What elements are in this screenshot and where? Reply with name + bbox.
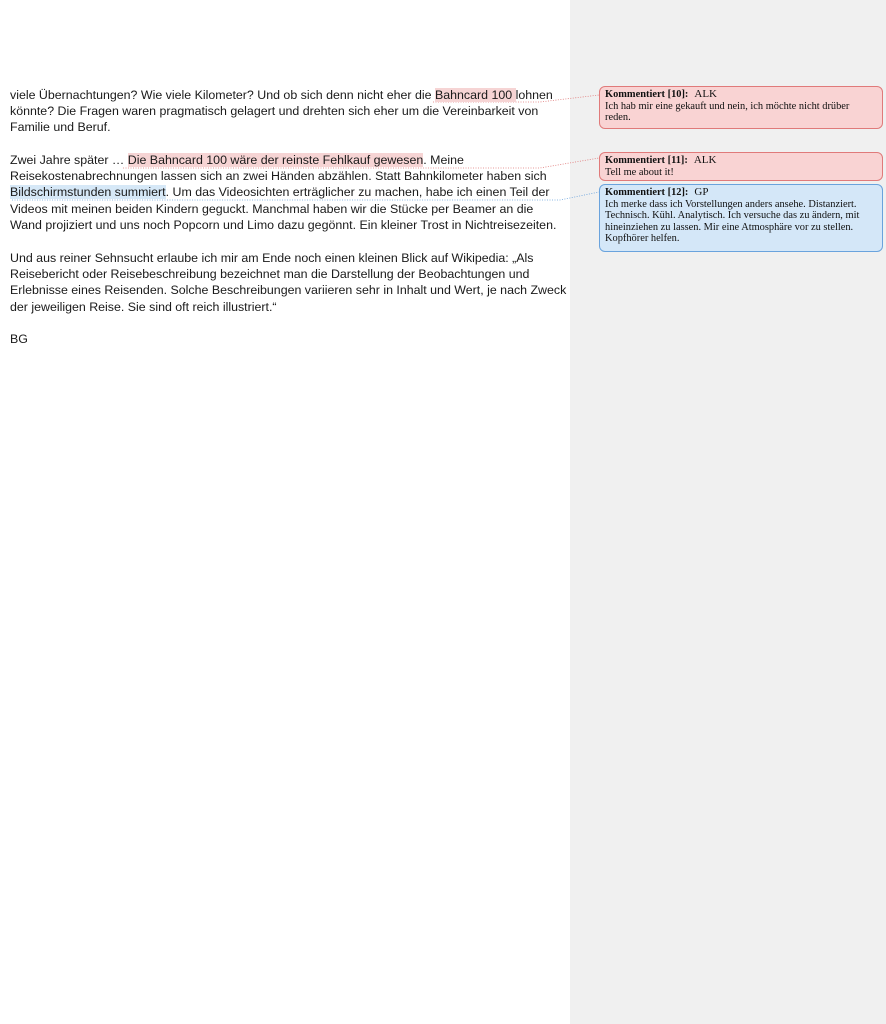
- paragraph-2-line-5: Wand projiziert und uns noch Popcorn und Limo dazu gegönnt. Ein kleiner Trost in Nichtreisezeiten.: [10, 217, 557, 232]
- paragraph-3-line-4: der jeweiligen Reise. Sie sind oft reich illustriert.“: [10, 299, 277, 314]
- paragraph-2-line-4: Videos mit meinen beiden Kindern geguckt. Manchmal haben wir die Stücke per Beamer an die: [10, 201, 534, 216]
- comment-label: Kommentiert [12]:: [605, 187, 689, 198]
- comment-balloon-10[interactable]: [599, 86, 883, 129]
- signature-text: BG: [10, 332, 28, 346]
- paragraph-3-line-2: Reisebericht oder Reisebeschreibung bezeichnet man die Darstellung der Beobachtungen und: [10, 267, 530, 282]
- text-run: . Meine: [423, 153, 464, 167]
- paragraph-2-line-2: Reisekostenabrechnungen lassen sich an zwei Händen abzählen. Statt Bahnkilometer haben sich: [10, 169, 547, 184]
- paragraph-3-line-3: Erlebnisse eines Reisenden. Solche Beschreibungen variieren sehr in Inhalt und Wert, je nach Zweck: [10, 283, 567, 298]
- signature: [10, 331, 562, 347]
- paragraph-1-line-2: könnte? Die Fragen waren pragmatisch gelagert und drehten sich eher um die Vereinbarkeit von: [10, 104, 539, 119]
- paragraph-1-line-1: [10, 87, 562, 103]
- paragraph-2-line-3: [10, 184, 562, 200]
- comment-header: [605, 155, 876, 167]
- comment-text-line: Tell me about it!: [605, 166, 674, 178]
- text-run: . Um das Videosichten erträglicher zu machen, habe ich einen Teil der: [165, 185, 550, 200]
- comment-label: Kommentiert [11]:: [605, 155, 688, 166]
- comment-label: Kommentiert [10]:: [605, 89, 689, 100]
- comment-header: [605, 89, 876, 101]
- text-run: lohnen: [515, 88, 553, 102]
- comment-header: [605, 187, 876, 199]
- paragraph-2-line-1: [10, 152, 562, 168]
- paragraph-2: [10, 152, 562, 233]
- comment-author: GP: [694, 186, 709, 198]
- comment-12-highlight[interactable]: Bildschirmstunden summiert: [10, 185, 166, 200]
- paragraph-3-line-1: Und aus reiner Sehnsucht erlaube ich mir am Ende noch einen kleinen Blick auf Wikipedia: „Als: [10, 251, 534, 265]
- comment-text-line: Kopfhörer helfen.: [605, 233, 680, 245]
- comment-text-line: reden.: [605, 112, 631, 124]
- comment-balloon-12[interactable]: [599, 184, 883, 252]
- paragraph-1: [10, 87, 562, 136]
- comment-10-highlight[interactable]: Bahncard 100: [434, 88, 516, 102]
- comment-text-line: Ich merke dass ich Vorstellungen anders ansehe. Distanziert.: [605, 198, 857, 210]
- paragraph-1-line-3: Familie und Beruf.: [10, 120, 111, 135]
- comment-text-line: Technisch. Kühl. Analytisch. Ich versuche das zu ändern, mit: [605, 210, 860, 222]
- comment-text-line: Ich hab mir eine gekauft und nein, ich möchte nicht drüber: [605, 100, 850, 112]
- text-run: viele Übernachtungen? Wie viele Kilometer? Und ob sich denn nicht eher die: [10, 88, 435, 102]
- comment-text-line: hineinziehen zu lassen. Mir eine Atmosphäre vor zu stellen.: [605, 221, 854, 233]
- comment-author: ALK: [694, 88, 717, 100]
- comment-author: ALK: [693, 154, 717, 166]
- comment-balloon-11[interactable]: [599, 152, 883, 181]
- paragraph-3: [10, 250, 567, 315]
- text-run: Zwei Jahre später …: [10, 153, 128, 167]
- comment-11-highlight[interactable]: Die Bahncard 100 wäre der reinste Fehlkauf gewesen: [127, 153, 424, 167]
